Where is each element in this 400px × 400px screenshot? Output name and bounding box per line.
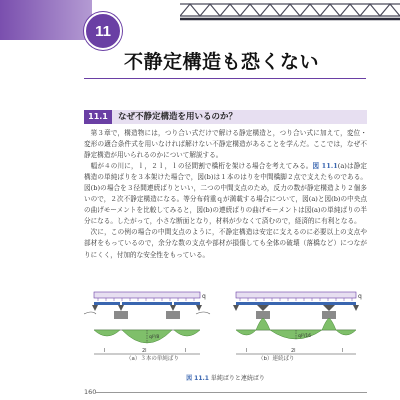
paragraph-2: [84, 161, 367, 227]
figure-subcaption-b: （b）連続ばり: [258, 356, 295, 362]
paragraph-3: 次に，この例の場合の中間支点のように，不静定構造は安定に支えるのに必要以上の支点や部材をもっているので，余分な数の支点や部材が損傷しても全体の破壊（落橋など）につながりにくく，付加的な安全性をもっている。: [84, 228, 367, 259]
paragraph-2-rest: (a)は静定構造の単純ばりを３本架けた場合で，図(b)は１本のはりを中間橋脚２点で支えたものである。図(b)の場合を３径間連続ばりといい，二つの中間支点のため，反力の数が静定構造より２個多いので，２次不静定構造になる。等分布荷重ｑが満載する場合について，図(a)と図(b)の中央点の曲げモーメントを比較してみると，図(b)の連続ばりの曲げモーメントは図(a)の単純ばりの半分になる。したがって，小さな断面となり，材料が少なくて済むので，経済的に有利となる。: [84, 162, 368, 226]
footer-rule: [96, 392, 367, 393]
chapter-header-band: [0, 0, 400, 42]
body-text: [84, 128, 367, 261]
header-gradient: [0, 0, 92, 40]
section-number: 11.1: [84, 110, 112, 124]
figure-subcaption-a: （a）３本の単純ばり: [126, 356, 179, 362]
span-label-b2: 2l: [291, 348, 296, 354]
figure-caption: [84, 373, 367, 382]
span-label-b3: l: [342, 348, 344, 354]
span-label-a2: 2l: [142, 348, 147, 354]
figure-b-continuous-beam: [233, 292, 362, 354]
moment-label-a: ql²/8: [149, 335, 160, 340]
figure-caption-text: 単純ばりと連続ばり: [210, 375, 265, 382]
span-label-a3: l: [185, 348, 187, 354]
moment-label-b: ql²/16: [298, 334, 312, 339]
figure-caption-number: 図 11.1: [186, 375, 209, 382]
load-label-a: q: [202, 293, 206, 300]
span-label-b1: l: [246, 348, 248, 354]
span-label-a1: l: [104, 348, 106, 354]
figure-reference: 図 11.1: [312, 162, 338, 171]
paragraph-2-lead: 幅が４の川に，ｌ，２ｌ，ｌの径間割で橋桁を架ける場合を考えてみる。: [90, 162, 313, 171]
chapter-title: 不静定構造も恐くない: [124, 51, 320, 73]
load-label-b: q: [358, 293, 362, 300]
title-rule: [84, 78, 366, 79]
section-title: なぜ不静定構造を用いるのか？: [118, 112, 238, 122]
truss-bridge-illustration: [180, 0, 400, 22]
paragraph-1: 第３章で，構造物には，つり合い式だけで解ける静定構造と，つり合い式に加えて，変位・変形の適合条件式を用いなければ解けない不静定構造があることを学んだ。ここでは，なぜ不静定構造が用いられるのかについて解説する。: [84, 129, 367, 160]
chapter-number-badge: 11: [84, 12, 122, 50]
page-number: 160: [84, 388, 97, 396]
figure-a-simple-beams: [84, 292, 210, 354]
